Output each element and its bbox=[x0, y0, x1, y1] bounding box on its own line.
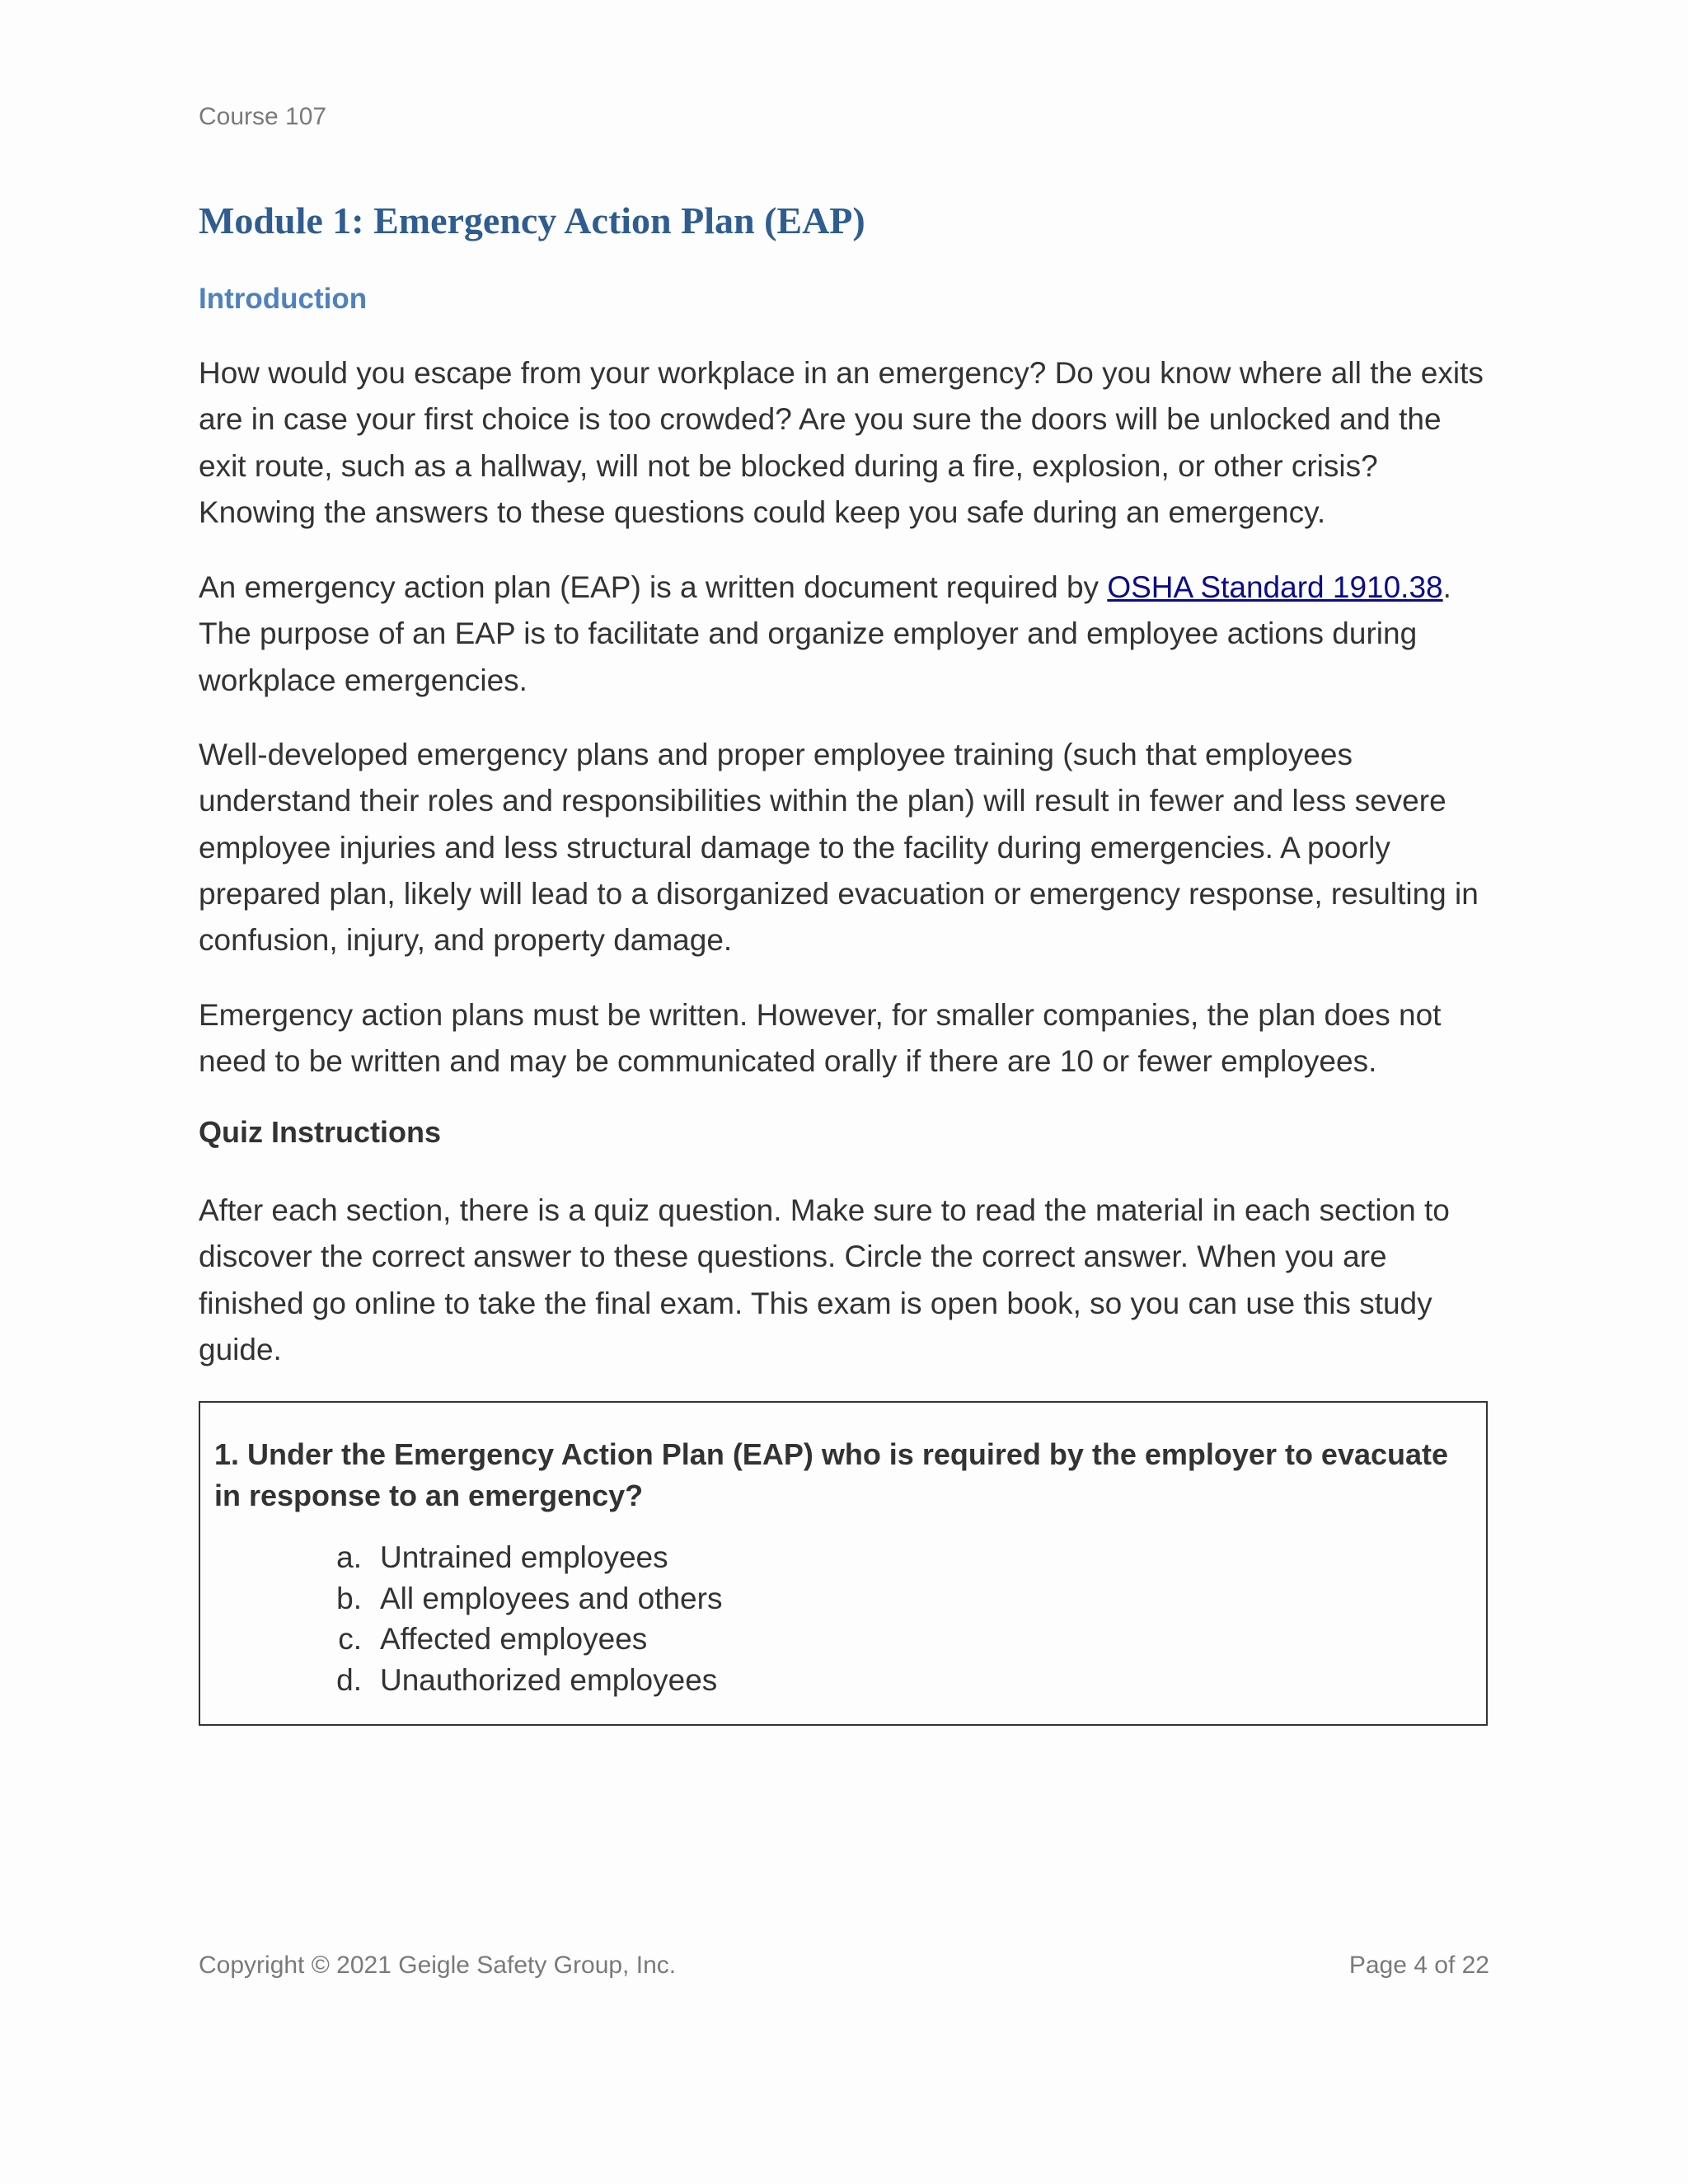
option-text: All employees and others bbox=[380, 1581, 723, 1615]
answer-options-list bbox=[312, 1537, 722, 1700]
answer-option-d[interactable] bbox=[312, 1660, 722, 1701]
quiz-instructions-heading: Quiz Instructions bbox=[199, 1115, 442, 1149]
answer-option-b[interactable] bbox=[312, 1578, 722, 1619]
osha-standard-link[interactable]: OSHA Standard 1910.38 bbox=[1107, 570, 1443, 604]
course-label: Course 107 bbox=[199, 103, 327, 130]
copyright-notice: Copyright © 2021 Geigle Safety Group, Inc. bbox=[199, 1952, 677, 1979]
option-text: Affected employees bbox=[380, 1622, 648, 1656]
answer-option-c[interactable] bbox=[312, 1619, 722, 1660]
paragraph-2-text-start: An emergency action plan (EAP) is a written document required by bbox=[199, 570, 1108, 604]
page-number: Page 4 of 22 bbox=[1348, 1952, 1489, 1979]
option-text: Untrained employees bbox=[380, 1540, 668, 1574]
page-title: Module 1: Emergency Action Plan (EAP) bbox=[199, 199, 865, 241]
introduction-heading: Introduction bbox=[199, 283, 368, 315]
intro-paragraph-4: Emergency action plans must be written. However, for smaller companies, the plan does not need to be written and may be communicated orally if there are 10 or fewer employees. bbox=[199, 998, 1442, 1079]
intro-paragraph-1: How would you escape from your workplace in an emergency? Do you know where all the exits are in case your first choice is too crowded? Are you sure the doors will be unlocked and the exit route, such as a hallway, will not be blocked during a fire, explosion, or other crisis? Knowing the answers to these questions could keep you safe during an emergency. bbox=[199, 356, 1484, 529]
quiz-question-box bbox=[199, 1401, 1488, 1726]
intro-paragraph-3: Well-developed emergency plans and proper employee training (such that employees understand their roles and responsibilities within the plan) will result in fewer and less severe employee injuries and less structural damage to the facility during emergencies. A poorly prepared plan, likely will lead to a disorganized evacuation or emergency response, resulting in confusion, injury, and property damage. bbox=[199, 738, 1479, 958]
option-text: Unauthorized employees bbox=[380, 1662, 718, 1697]
option-letter: a. bbox=[336, 1540, 362, 1574]
answer-option-a[interactable] bbox=[312, 1537, 722, 1578]
option-letter: b. bbox=[336, 1581, 362, 1615]
quiz-instructions-text: After each section, there is a quiz question. Make sure to read the material in each section to discover the correct answer to these questions. Circle the correct answer. When you are finished go online to take the final exam. This exam is open book, so you can use this study guide. bbox=[199, 1193, 1450, 1366]
option-letter: c. bbox=[338, 1622, 362, 1656]
paragraph-2-text-end: . The purpose of an EAP is to facilitate and organize employer and employee actions during workplace emergencies. bbox=[199, 570, 1451, 697]
option-letter: d. bbox=[336, 1662, 362, 1697]
intro-paragraph-2 bbox=[199, 565, 1493, 704]
quiz-question: 1. Under the Emergency Action Plan (EAP) who is required by the employer to evacuate in response to an emergency? bbox=[214, 1437, 1449, 1512]
